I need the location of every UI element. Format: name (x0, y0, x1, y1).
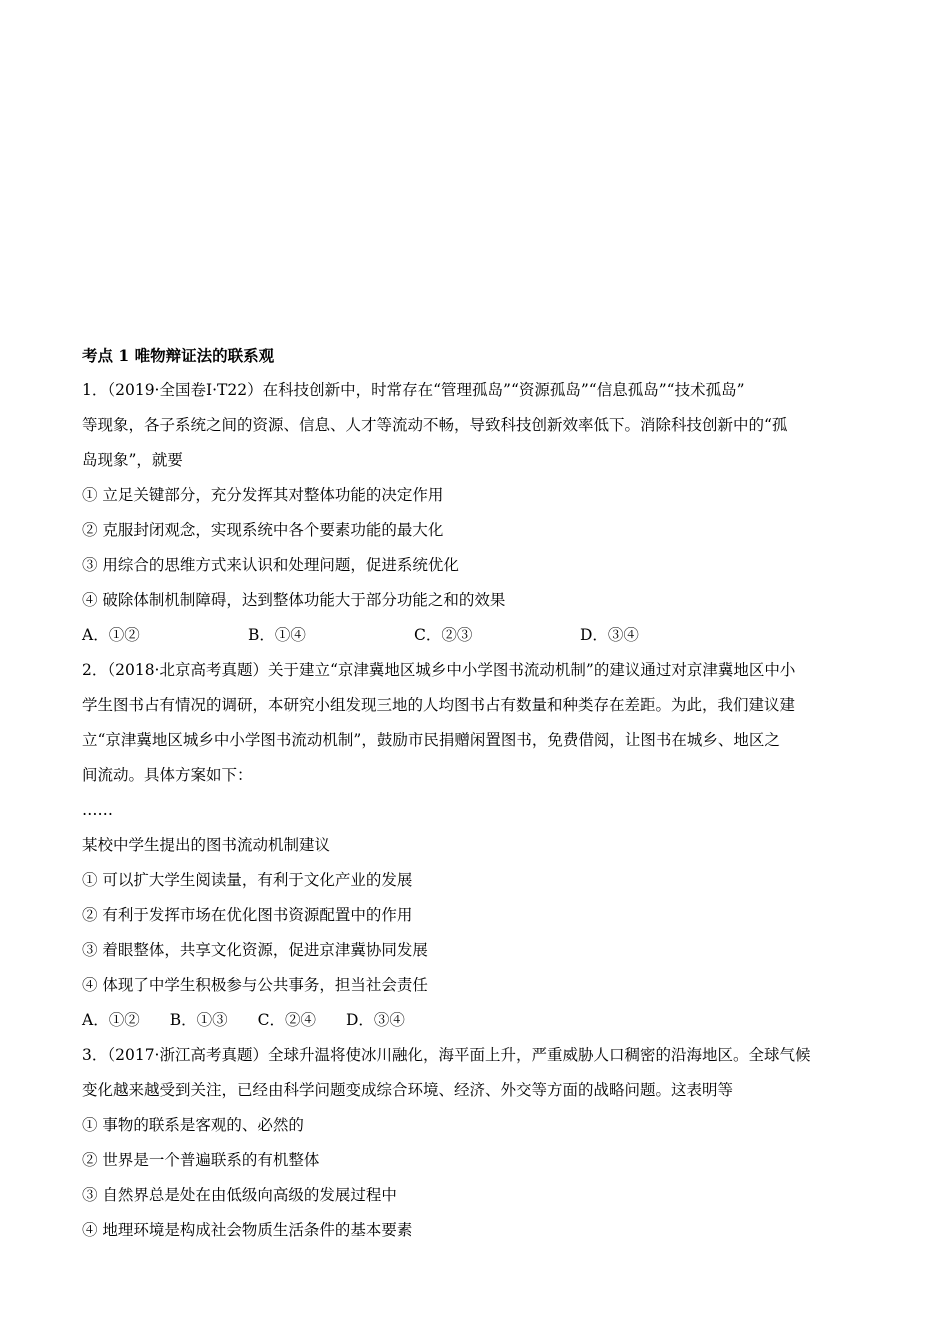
question-3 (82, 1038, 872, 1248)
question-3-stem-line-1: 3．（2017·浙江高考真题）全球升温将使冰川融化，海平面上升，严重威胁人口稠密的沿海地区。全球气候 (82, 1046, 811, 1064)
question-1-option-4: ④ 破除体制机制障碍，达到整体功能大于部分功能之和的效果 (82, 591, 506, 609)
question-3-option-1: ① 事物的联系是客观的、必然的 (82, 1116, 304, 1134)
choice-d: D．③④ (580, 626, 639, 644)
choice-c: C．②③ (414, 626, 473, 644)
question-2-ellipsis: …… (82, 801, 113, 819)
question-3-stem-line-2: 变化越来越受到关注，已经由科学问题变成综合环境、经济、外交等方面的战略问题。这表明等 (82, 1081, 734, 1099)
question-2-choices (82, 1003, 872, 1038)
question-2-prompt: 某校中学生提出的图书流动机制建议 (82, 836, 331, 854)
question-2-stem-line-2: 学生图书占有情况的调研，本研究小组发现三地的人均图书占有数量和种类存在差距。为此，我们建议建 (82, 696, 796, 714)
question-1-option-3: ③ 用综合的思维方式来认识和处理问题，促进系统优化 (82, 556, 459, 574)
choice-a: A．①② (82, 626, 140, 644)
document-body (82, 338, 872, 1248)
question-1-choices (82, 618, 872, 653)
question-2-stem-line-4: 间流动。具体方案如下： (82, 766, 253, 784)
question-2-option-2: ② 有利于发挥市场在优化图书资源配置中的作用 (82, 906, 413, 924)
question-1-option-1: ① 立足关键部分，充分发挥其对整体功能的决定作用 (82, 486, 444, 504)
question-3-option-2: ② 世界是一个普遍联系的有机整体 (82, 1151, 320, 1169)
section-title: 考点 1 唯物辩证法的联系观 (82, 346, 275, 365)
choice-b: B．①④ (248, 626, 306, 644)
question-2-option-1: ① 可以扩大学生阅读量，有利于文化产业的发展 (82, 871, 413, 889)
choice-d: D．③④ (345, 1011, 405, 1029)
question-2-stem-line-1: 2．（2018·北京高考真题）关于建立“京津冀地区城乡中小学图书流动机制”的建议通过对京津冀地区中小 (82, 661, 796, 679)
question-1-stem-line-3: 岛现象”，就要 (82, 451, 183, 469)
question-2 (82, 653, 872, 1038)
question-3-option-4: ④ 地理环境是构成社会物质生活条件的基本要素 (82, 1221, 413, 1239)
choice-b: B．①③ (169, 1011, 228, 1029)
question-1-stem-line-2: 等现象，各子系统之间的资源、信息、人才等流动不畅，导致科技创新效率低下。消除科技创新中的“孤 (82, 416, 788, 434)
choice-c: C．②④ (257, 1011, 316, 1029)
question-1 (82, 373, 872, 653)
question-1-option-2: ② 克服封闭观念，实现系统中各个要素功能的最大化 (82, 521, 444, 539)
question-2-option-3: ③ 着眼整体，共享文化资源，促进京津冀协同发展 (82, 941, 428, 959)
question-2-stem-line-3: 立“京津冀地区城乡中小学图书流动机制”，鼓励市民捐赠闲置图书，免费借阅，让图书在城乡、地区之 (82, 731, 780, 749)
question-2-option-4: ④ 体现了中学生积极参与公共事务，担当社会责任 (82, 976, 428, 994)
choice-a: A．①② (82, 1011, 140, 1029)
question-3-option-3: ③ 自然界总是处在由低级向高级的发展过程中 (82, 1186, 397, 1204)
question-1-stem-line-1: 1．（2019·全国卷Ⅰ·T22）在科技创新中，时常存在“管理孤岛”“资源孤岛”“信息孤岛”“技术孤岛” (82, 381, 745, 399)
